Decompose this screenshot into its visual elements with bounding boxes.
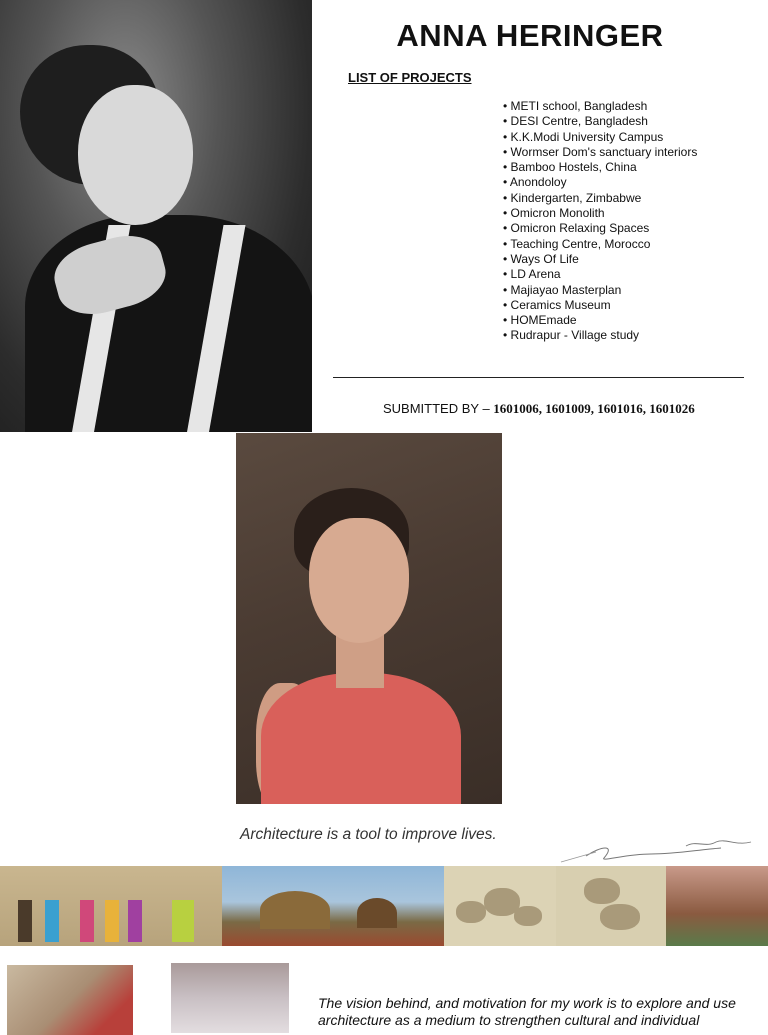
project-thumbnail: [171, 963, 289, 1033]
model-shape: [584, 878, 620, 904]
project-photo-ceramic-model: [556, 866, 666, 946]
project-thumbnail: [7, 965, 133, 1035]
list-item: • METI school, Bangladesh: [503, 99, 697, 114]
project-photo-bamboo-domes: [222, 866, 444, 946]
list-item: • DESI Centre, Bangladesh: [503, 114, 697, 129]
list-item: • Anondoloy: [503, 175, 697, 190]
portrait-photo-color: [236, 433, 502, 804]
project-photo-meti-school: [0, 866, 222, 946]
dome-shape: [260, 891, 330, 929]
project-photo-ceramic-model: [444, 866, 556, 946]
list-item: • Rudrapur - Village study: [503, 328, 697, 343]
window-shape: [45, 900, 59, 942]
list-item: • Bamboo Hostels, China: [503, 160, 697, 175]
list-item: • Omicron Monolith: [503, 206, 697, 221]
projects-heading: LIST OF PROJECTS: [348, 70, 472, 85]
dome-shape: [357, 898, 397, 928]
window-shape: [80, 900, 94, 942]
list-item: • Wormser Dom's sanctuary interiors: [503, 145, 697, 160]
submitted-label: SUBMITTED BY –: [383, 401, 494, 416]
face-shape: [309, 518, 409, 643]
page-title: ANNA HERINGER: [396, 18, 664, 53]
list-item: • HOMEmade: [503, 313, 697, 328]
window-shape: [105, 900, 119, 942]
dress-shape: [261, 673, 461, 804]
portrait-photo-bw: [0, 0, 312, 432]
model-shape: [600, 904, 640, 930]
jacket-shape: [25, 215, 312, 432]
submitted-by: [383, 401, 695, 417]
project-list: [503, 99, 697, 344]
list-item: • LD Arena: [503, 267, 697, 282]
list-item: • Omicron Relaxing Spaces: [503, 221, 697, 236]
list-item: • Kindergarten, Zimbabwe: [503, 191, 697, 206]
model-shape: [456, 901, 486, 923]
face-shape: [78, 85, 193, 225]
signature-image: [556, 832, 761, 868]
window-shape: [172, 900, 194, 942]
list-item: • Ways Of Life: [503, 252, 697, 267]
list-item: • Ceramics Museum: [503, 298, 697, 313]
submitted-ids: 1601006, 1601009, 1601016, 1601026: [493, 401, 695, 416]
list-item: • Teaching Centre, Morocco: [503, 237, 697, 252]
model-shape: [514, 906, 542, 926]
window-shape: [18, 900, 32, 942]
project-photo-interior: [666, 866, 768, 946]
quote: Architecture is a tool to improve lives.: [240, 826, 497, 843]
window-shape: [128, 900, 142, 942]
divider: [333, 377, 744, 378]
list-item: • K.K.Modi University Campus: [503, 130, 697, 145]
vision-statement: The vision behind, and motivation for my work is to explore and use architecture as a medium to strengthen cultural and individual: [318, 995, 736, 1028]
list-item: • Majiayao Masterplan: [503, 283, 697, 298]
